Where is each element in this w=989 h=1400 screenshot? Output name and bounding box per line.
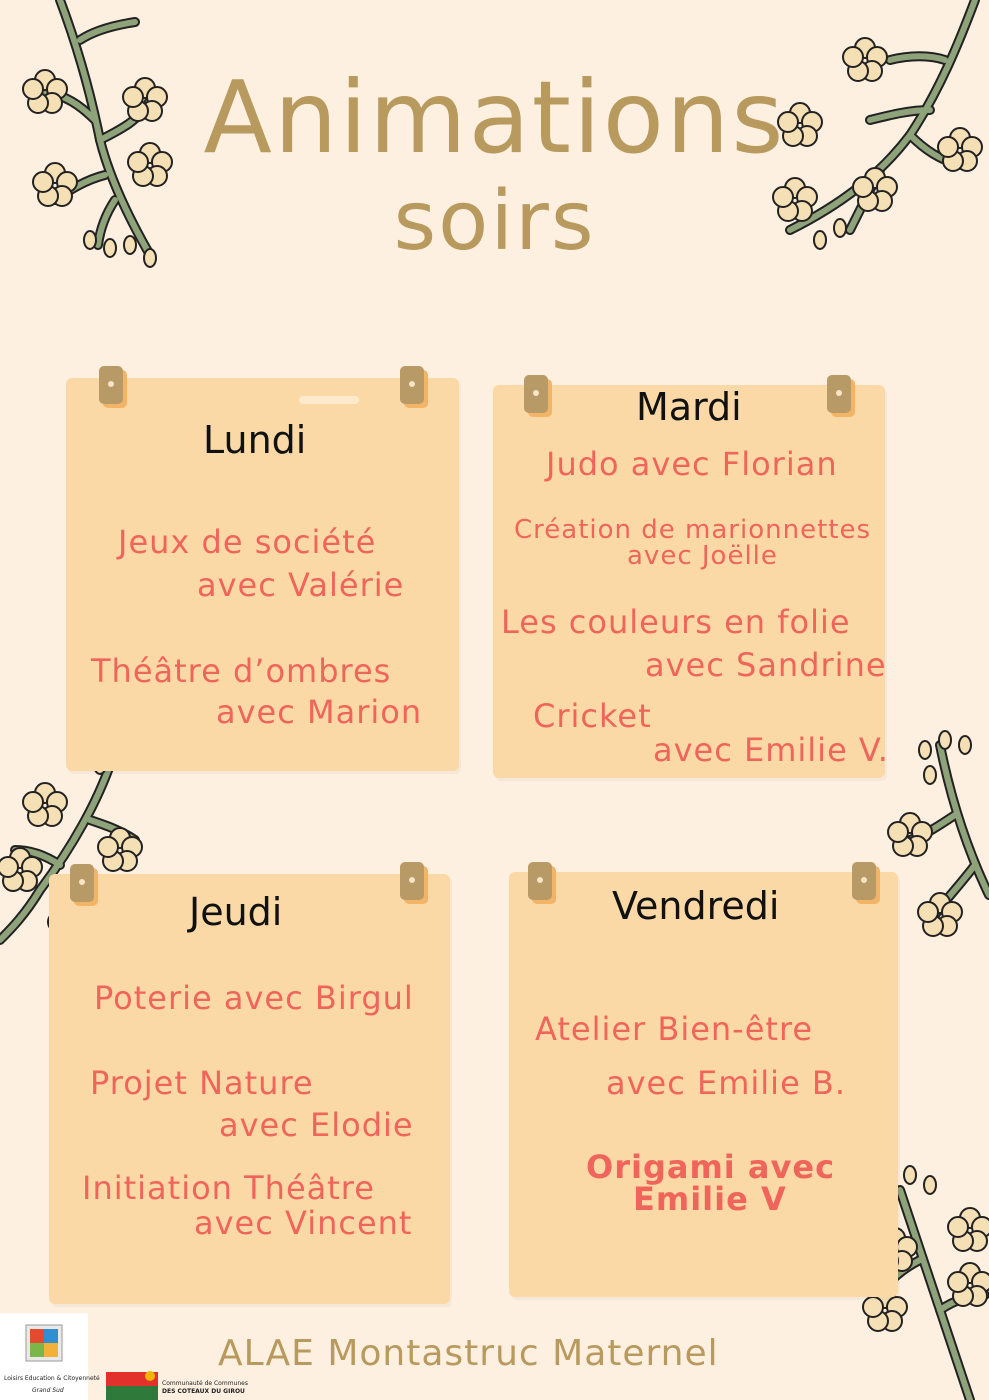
footer-organization: ALAE Montastruc Maternel <box>218 1333 719 1374</box>
activity-text: Théâtre d’ombres <box>91 652 392 690</box>
logo-coteaux-du-girou <box>106 1368 246 1400</box>
logo-mark-icon <box>0 1313 88 1371</box>
activity-text: avec Emilie V. <box>653 731 889 769</box>
day-heading: Jeudi <box>189 890 283 934</box>
activity-text: Création de marionnettes <box>514 515 871 545</box>
activity-text: avec Vincent <box>194 1204 413 1242</box>
activity-text: Emilie V <box>633 1180 787 1218</box>
note-vendredi <box>509 872 898 1297</box>
page-title: Animations <box>203 59 786 176</box>
pin-icon <box>852 862 876 900</box>
activity-text: avec Emilie B. <box>606 1064 847 1102</box>
logo-text: Loisirs Education & Citoyenneté <box>4 1375 100 1382</box>
activity-text: Initiation Théâtre <box>82 1169 375 1207</box>
logo-text: DES COTEAUX DU GIROU <box>162 1388 245 1395</box>
activity-text: Cricket <box>533 697 652 735</box>
activity-text: avec Joëlle <box>627 541 778 571</box>
logo-text: Grand Sud <box>32 1387 64 1394</box>
pin-icon <box>524 375 548 413</box>
page-subtitle: soirs <box>393 174 596 269</box>
activity-text: Judo avec Florian <box>546 445 838 483</box>
activity-text: Jeux de société <box>118 523 377 561</box>
day-heading: Lundi <box>203 418 307 462</box>
pin-icon <box>528 862 552 900</box>
activity-text: Atelier Bien-être <box>535 1010 814 1048</box>
activity-text: avec Valérie <box>197 566 405 604</box>
activity-text: Poterie avec Birgul <box>94 979 414 1017</box>
day-heading: Vendredi <box>612 884 780 928</box>
logo-mark-icon <box>106 1368 158 1400</box>
activity-text: Les couleurs en folie <box>501 603 851 641</box>
activity-text: Projet Nature <box>90 1064 314 1102</box>
tape-strip <box>299 396 359 404</box>
pin-icon <box>70 864 94 902</box>
pin-icon <box>400 366 424 404</box>
pin-icon <box>400 862 424 900</box>
activity-text: avec Marion <box>216 693 423 731</box>
activity-text: avec Sandrine <box>645 646 887 684</box>
logo-text: Communauté de Communes <box>162 1380 248 1387</box>
note-lundi <box>66 378 459 771</box>
note-mardi <box>493 385 889 778</box>
pin-icon <box>827 375 851 413</box>
activity-text: avec Elodie <box>219 1106 414 1144</box>
day-heading: Mardi <box>636 385 742 429</box>
pin-icon <box>99 366 123 404</box>
activity-text: Origami avec <box>586 1148 836 1186</box>
logo-loisirs-education <box>0 1313 100 1400</box>
note-jeudi <box>49 874 450 1304</box>
